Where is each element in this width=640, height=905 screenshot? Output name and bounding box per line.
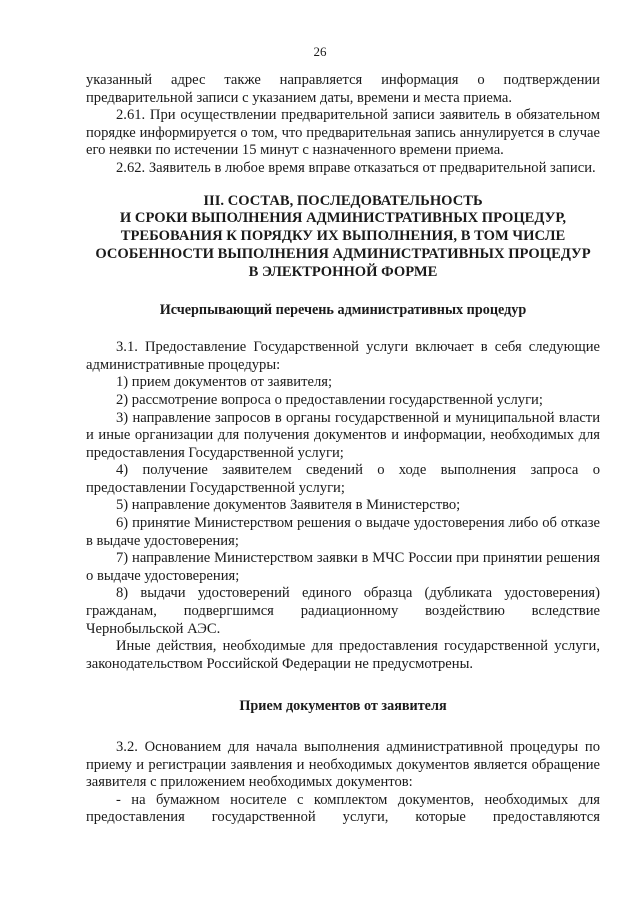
procedure-item: 8) выдачи удостоверений единого образца (дубликата удостоверения) гражданам, подвергшимся радиационному воздействию вследствие Чернобыльской АЭС. bbox=[86, 585, 600, 637]
procedure-item: 2) рассмотрение вопроса о предоставлении государственной услуги; bbox=[116, 391, 543, 408]
procedure-item: 3) направление запросов в органы государственной и муниципальной власти и иные организации для получения документов и информации, необходимых для предоставления Государственной услуги; bbox=[86, 409, 600, 461]
paragraph-3-1: 3.1. Предоставление Государственной услуги включает в себя следующие административные процедуры: bbox=[86, 339, 600, 373]
subheading-document-reception: Прием документов от заявителя bbox=[239, 698, 447, 715]
paragraph-continuation: указанный адрес также направляется информация о подтверждении предварительной записи с указанием даты, времени и места приема. bbox=[86, 72, 600, 106]
section-title-line: В ЭЛЕКТРОННОЙ ФОРМЕ bbox=[248, 263, 438, 280]
paragraph-2-62: 2.62. Заявитель в любое время вправе отказаться от предварительной записи. bbox=[116, 159, 596, 176]
section-title-line: III. СОСТАВ, ПОСЛЕДОВАТЕЛЬНОСТЬ bbox=[203, 192, 483, 209]
section-title-line: ТРЕБОВАНИЯ К ПОРЯДКУ ИХ ВЫПОЛНЕНИЯ, В ТОМ ЧИСЛЕ bbox=[120, 228, 566, 245]
paragraph-paper-carrier: - на бумажном носителе с комплектом документов, необходимых для предоставления государственной услуги, которые предоставляются bbox=[86, 791, 600, 826]
procedure-item: 1) прием документов от заявителя; bbox=[116, 374, 333, 391]
section-title bbox=[86, 193, 600, 282]
procedure-item: 5) направление документов Заявителя в Министерство; bbox=[116, 497, 461, 514]
section-title-line: И СРОКИ ВЫПОЛНЕНИЯ АДМИНИСТРАТИВНЫХ ПРОЦЕДУР, bbox=[119, 210, 567, 227]
procedure-item: 6) принятие Министерством решения о выдаче удостоверения либо об отказе в выдаче удостоверения; bbox=[86, 515, 600, 549]
paragraph-other-actions: Иные действия, необходимые для предоставления государственной услуги, законодательством Российской Федерации не предусмотрены. bbox=[86, 638, 600, 672]
paragraph-3-2: 3.2. Основанием для начала выполнения административной процедуры по приему и регистрации заявления и необходимых документов является обращение заявителя с приложением необходимых документов: bbox=[86, 739, 600, 791]
procedure-item: 4) получение заявителем сведений о ходе выполнения запроса о предоставлении Государственной услуги; bbox=[86, 462, 600, 496]
subheading-procedures-list: Исчерпывающий перечень административных процедур bbox=[159, 301, 527, 318]
paragraph-2-61: 2.61. При осуществлении предварительной записи заявитель в обязательном порядке информируется о том, что предварительная запись аннулируется в случае его неявки по истечении 15 минут с назначенного времени приема. bbox=[86, 107, 600, 159]
page-number: 26 bbox=[313, 44, 327, 59]
procedure-item: 7) направление Министерством заявки в МЧС России при принятии решения о выдаче удостоверения; bbox=[86, 550, 600, 584]
section-title-line: ОСОБЕННОСТИ ВЫПОЛНЕНИЯ АДМИНИСТРАТИВНЫХ ПРОЦЕДУР bbox=[95, 245, 591, 262]
document-body bbox=[86, 72, 600, 827]
